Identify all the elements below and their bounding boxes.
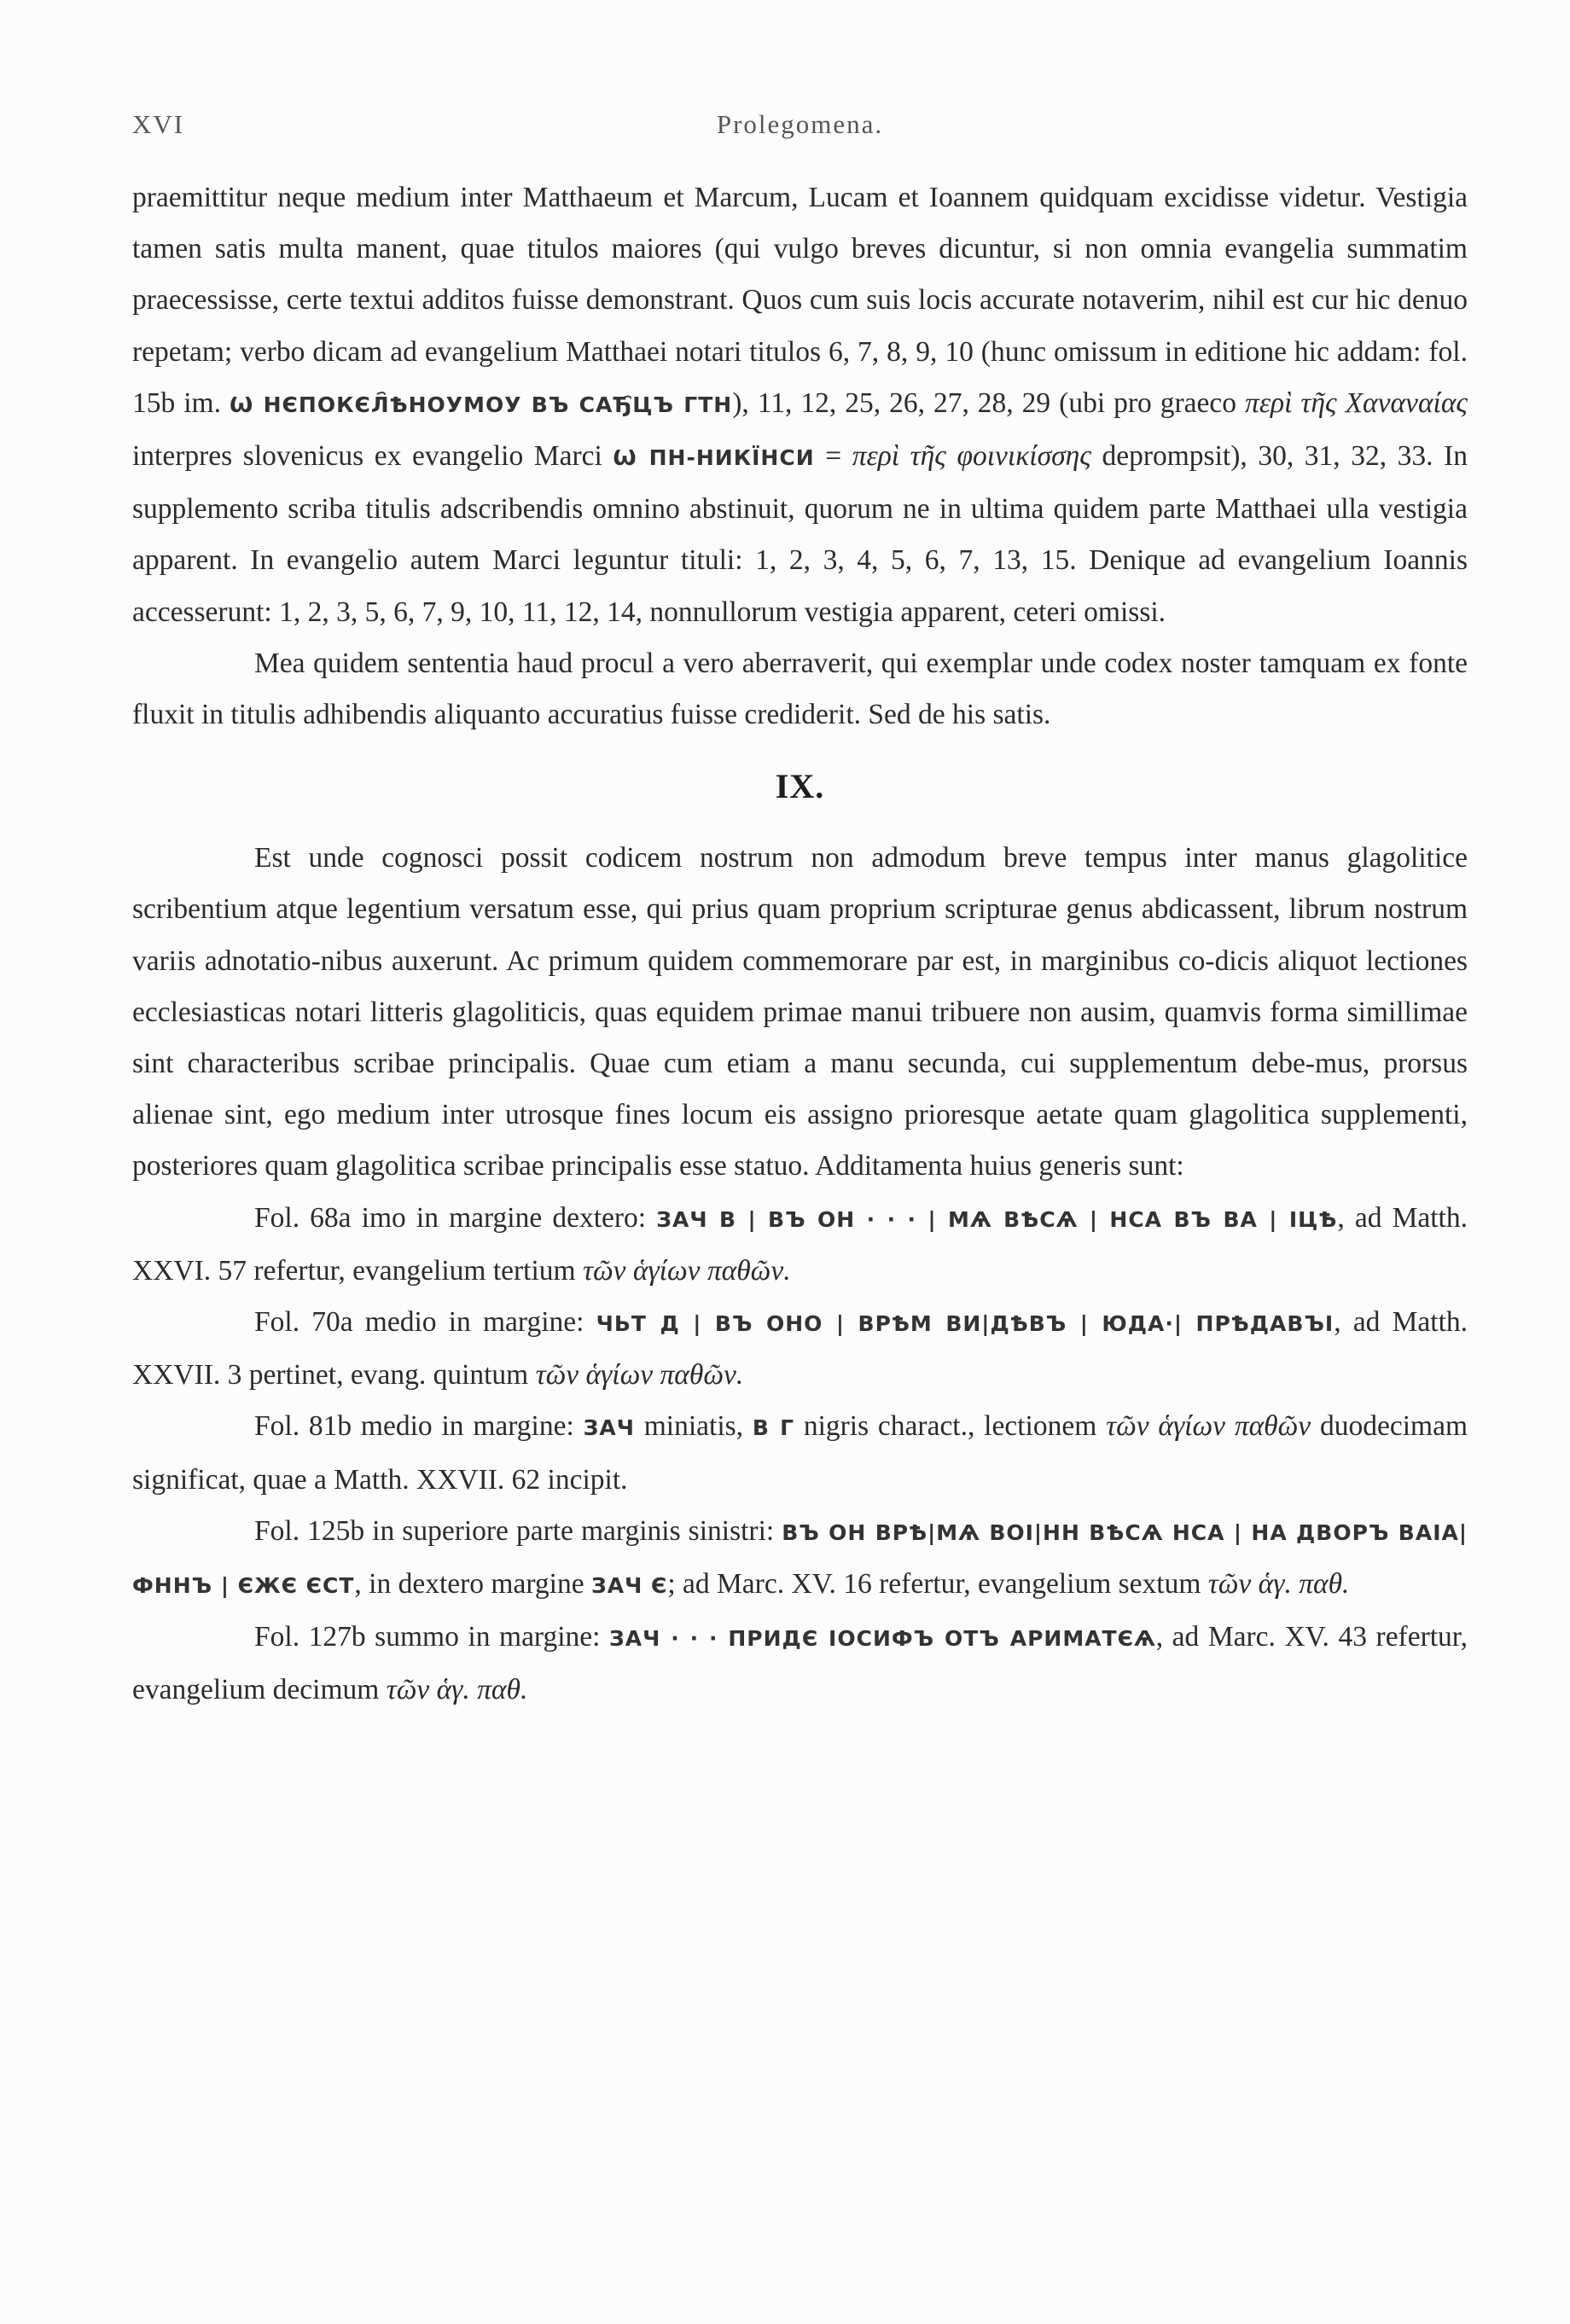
paragraph-titles — [132, 172, 1468, 638]
page-header — [132, 109, 1468, 143]
greek-text: τῶν ἁγίων παθῶν — [1106, 1410, 1311, 1443]
entry-fol-68a — [132, 1193, 1468, 1297]
text-run: praemittitur neque medium inter Matthaeum et Marcum, Lucam et Ioannem quidquam excidisse videtur. Vestigia tamen satis multa manent, quae titulos maiores (qui vulgo breves dicuntur, si non omnia evangelia summatim praecessisse, certe textui additos fuisse demonstrant. Quos cum suis locis accurate notaverim, nihil est cur hic denuo repetam; verbo dicam ad evangelium Matthaei notari titulos 6, 7, 8, 9, 10 (hunc omissum in editione hic addam: fol. 15b im. — [132, 182, 1468, 419]
slavonic-text: ЗАЧ · · · ПРИДЄ ІОСИФЪ ОТЪ АРИМАТЄѦ — [609, 1626, 1156, 1652]
text-run: interpres slovenicus ex evangelio Marci — [132, 440, 602, 473]
slavonic-text: ЧЬТ Д | ВЪ ОНО | ВРѢМ ВИ|ДѢВЪ | ЮДА·| ПРѢДАВЪІ — [596, 1311, 1334, 1337]
text-run: , ad Marc. XV. 43 refertur, evangelium decimum — [132, 1621, 1468, 1706]
text-run: Fol. 81b medio in margine: — [254, 1410, 574, 1443]
body-text — [132, 172, 1468, 1717]
entry-fol-81b — [132, 1401, 1468, 1505]
greek-text: τῶν ἁγίων παθῶν. — [535, 1359, 744, 1391]
text-run: Fol. 68a imo in margine dextero: — [254, 1201, 647, 1234]
section-heading: IX. — [775, 767, 825, 806]
paragraph-conclusion: Mea quidem sententia haud procul a vero aberraverit, qui exemplar unde codex noster tamquam ex fonte fluxit in titulis adhibendis aliquanto accuratius fuisse crediderit. Sed de his satis. — [132, 647, 1468, 731]
text-run: Fol. 70a medio in margine: — [254, 1306, 584, 1339]
greek-text: τῶν ἁγίων παθῶν. — [582, 1254, 791, 1287]
entry-fol-127b — [132, 1612, 1468, 1716]
greek-text: περὶ τῆς Χαναναίας — [1245, 386, 1468, 419]
entry-fol-125b — [132, 1506, 1468, 1612]
slavonic-text: ЗАЧ В | ВЪ ОН · · · | МѦ ВѢСѦ | НСА ВЪ ВА | ІЦѢ — [656, 1206, 1338, 1232]
text-run: deprompsit), 30, 31, 32, 33. In supplemento scriba titulis adscribendis omnino abstinuit, quorum ne in ultima quidem parte Matthaei ulla vestigia apparent. In evangelio autem Marci leguntur tituli: 1, 2, 3, 4, 5, 6, 7, 13, 15. Denique ad evangelium Ioannis accesserunt: 1, 2, 3, 5, 6, 7, 9, 10, 11, 12, 14, nonnullorum vestigia apparent, ceteri omissi. — [132, 440, 1468, 628]
text-run: ; ad Marc. XV. 16 refertur, evangelium sextum — [667, 1568, 1201, 1601]
greek-text: τῶν ἁγ. παθ. — [386, 1674, 528, 1706]
text-run: Fol. 127b summo in margine: — [254, 1621, 601, 1653]
paragraph-marginalia: Est unde cognosci possit codicem nostrum non admodum breve tempus inter manus glagolitice scribentium atque legentium versatum esse, qui prius quam proprium scripturae genus abdicassent, librum nostrum variis adnotatio-nibus auxerunt. Ac primum quidem commemorare par est, in marginibus co-dicis aliquot lectiones ecclesiasticas notari litteris glagoliticis, quas equidem primae manui tribuere non ausim, quamvis forma simillimae sint characteribus scribae principalis. Quae cum etiam a manu secunda, cui supplementum debe-mus, prorsus alienae sint, ego medium inter utrosque fines locum eis assigno prioresque aetate quam glagolitica supplementi, posteriores quam glagolitica scribae principalis esse statuo. Additamenta huius generis sunt: — [132, 842, 1468, 1182]
text-run: , ad Matth. XXVII. 3 pertinet, evang. quintum — [132, 1306, 1468, 1391]
slavonic-text: Ѡ ПН-НИКЇНСИ — [613, 445, 815, 471]
text-run: miniatis, — [643, 1410, 744, 1443]
greek-text: τῶν ἁγ. παθ. — [1207, 1568, 1350, 1601]
slavonic-text: В Г — [752, 1415, 794, 1441]
running-title: Prolegomena. — [716, 109, 884, 139]
slavonic-text: ЗАЧ — [583, 1415, 635, 1441]
text-run: , in dextero margine — [354, 1568, 584, 1601]
slavonic-text: Ѡ НЄПОКЄЛ҄ѢНОУМОУ ВЪ САЂ҄ЦЪ ГТН — [229, 392, 733, 417]
text-run: nigris charact., lectionem — [803, 1410, 1097, 1443]
slavonic-text: ЗАЧ Є — [590, 1573, 668, 1599]
text-run: , ad Matth. XXVI. 57 refertur, evangelium tertium — [132, 1201, 1468, 1287]
entry-fol-70a — [132, 1297, 1468, 1401]
text-run: ), 11, 12, 25, 26, 27, 28, 29 (ubi pro graeco — [732, 386, 1237, 419]
text-run: Fol. 125b in superiore parte marginis sinistri: — [254, 1514, 775, 1547]
slavonic-text: ВЪ ОН ВРѢ|МѦ ВОІ|НН ВѢСѦ НСА | НА ДВОРЪ ВАІА|ФННЪ | ЄЖЄ ЄСТ — [132, 1519, 1468, 1599]
page-number: XVI — [132, 109, 185, 139]
text-run: = — [825, 440, 842, 473]
text-run: duodecimam significat, quae a Matth. XXVII. 62 incipit. — [132, 1410, 1468, 1496]
greek-text: περὶ τῆς φοινικίσσης — [852, 440, 1091, 473]
